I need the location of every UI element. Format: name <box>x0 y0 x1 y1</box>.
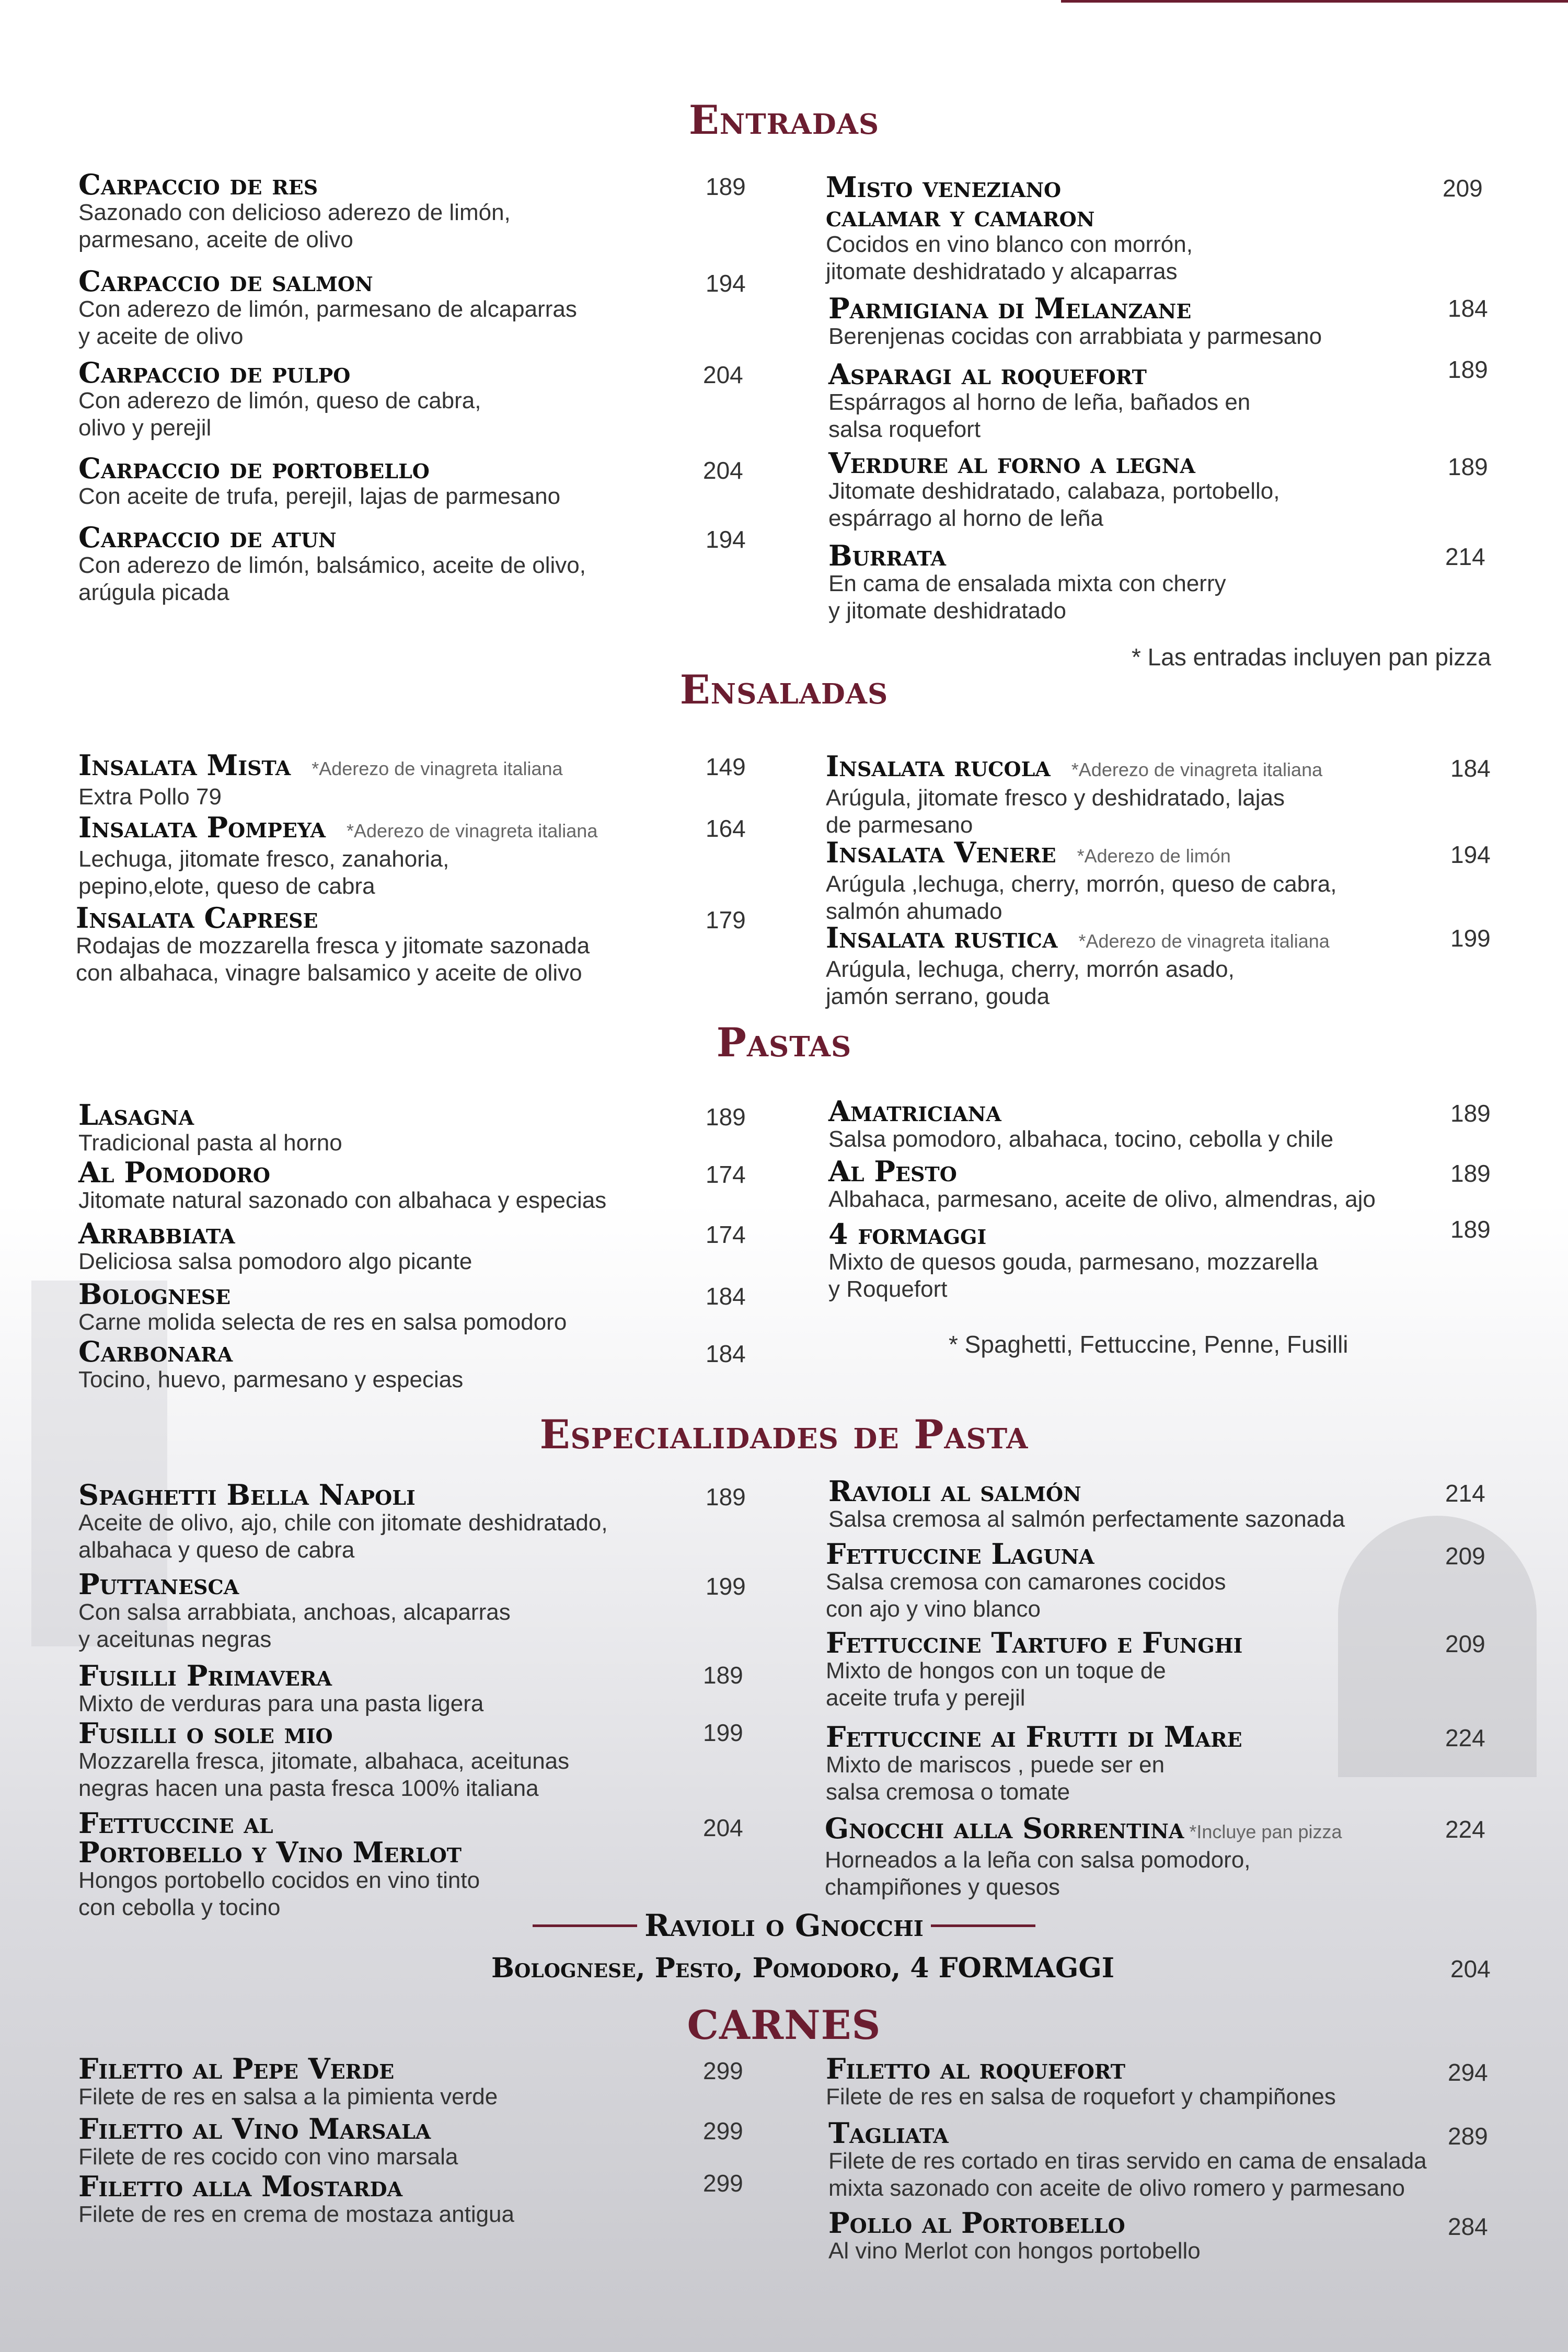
item-name: Amatriciana <box>828 1094 1001 1128</box>
item-desc: Filete de res cortado en tiras servido en cama de ensalada <box>828 2148 1427 2174</box>
item-desc: Extra Pollo 79 <box>78 784 222 810</box>
item-desc: mixta sazonado con aceite de olivo romero y parmesano <box>828 2175 1405 2201</box>
item-price: 174 <box>706 1161 746 1188</box>
item-desc: Cocidos en vino blanco con morrón, <box>826 232 1193 257</box>
item-name: Carpaccio de res <box>78 168 318 201</box>
item-desc: salsa cremosa o tomate <box>826 1779 1070 1805</box>
item-price: 209 <box>1445 1542 1485 1570</box>
item-price: 299 <box>703 2057 743 2084</box>
item-desc: con ajo y vino blanco <box>826 1596 1041 1622</box>
menu-item <box>828 448 1534 532</box>
item-name: Al Pomodoro <box>78 1156 271 1189</box>
item-name: Lasagna <box>78 1098 194 1132</box>
menu-item <box>78 1158 784 1214</box>
item-desc: Lechuga, jitomate fresco, zanahoria, <box>78 846 449 872</box>
item-price: 299 <box>703 2170 743 2197</box>
item-note: *Aderezo de vinagreta italiana <box>347 820 598 841</box>
item-name: Filetto al Pepe Verde <box>78 2052 395 2085</box>
item-name: Bolognese <box>78 1277 231 1311</box>
banner-rule-right <box>931 1924 1035 1927</box>
menu-item <box>78 454 784 510</box>
menu-item <box>78 2114 784 2171</box>
menu-item <box>78 1337 784 1393</box>
item-desc: Arúgula, jitomate fresco y deshidratado, lajas <box>826 785 1285 811</box>
item-desc: Mixto de quesos gouda, parmesano, mozzarella <box>828 1249 1318 1275</box>
section-title-especialidades: Especialidades de Pasta <box>539 1411 1029 1458</box>
item-price: 189 <box>706 173 746 200</box>
item-desc: Con aderezo de limón, queso de cabra, <box>78 388 481 413</box>
menu-item <box>78 1100 784 1157</box>
item-desc: Berenjenas cocidas con arrabbiata y parmesano <box>828 324 1322 349</box>
item-price: 214 <box>1445 543 1485 570</box>
item-desc: salmón ahumado <box>826 898 1002 924</box>
item-name: Ravioli al salmón <box>828 1474 1081 1508</box>
item-price: 194 <box>706 270 746 297</box>
menu-item <box>78 358 784 442</box>
item-price: 209 <box>1445 1630 1485 1657</box>
item-desc: Albahaca, parmesano, aceite de olivo, almendras, ajo <box>828 1186 1376 1212</box>
item-price: 189 <box>1450 1100 1491 1127</box>
item-desc: Horneados a la leña con salsa pomodoro, <box>825 1847 1251 1873</box>
item-desc: Arúgula ,lechuga, cherry, morrón, queso de cabra, <box>826 871 1337 897</box>
item-desc: y Roquefort <box>828 1276 948 1302</box>
menu-item <box>828 360 1534 443</box>
item-name-line2: calamar y camaron <box>826 200 1095 233</box>
item-desc: Carne molida selecta de res en salsa pomodoro <box>78 1309 567 1335</box>
menu-item <box>828 1219 1534 1303</box>
item-price: 164 <box>706 815 746 842</box>
item-desc: Deliciosa salsa pomodoro algo picante <box>78 1249 472 1274</box>
item-desc: aceite trufa y perejil <box>826 1685 1025 1711</box>
item-name: Gnocchi alla Sorrentina *Incluye pan pizza <box>825 1812 1342 1845</box>
menu-item <box>78 1567 784 1653</box>
item-desc: albahaca y queso de cabra <box>78 1537 355 1563</box>
item-name: Fettuccine Tartufo e Funghi <box>826 1626 1243 1659</box>
section-title-ensaladas: Ensaladas <box>679 666 889 713</box>
item-desc: Hongos portobello cocidos en vino tinto <box>78 1867 480 1893</box>
menu-item <box>826 923 1531 1010</box>
banner-title: Ravioli o Gnocchi <box>644 1908 924 1943</box>
item-desc: salsa roquefort <box>828 417 981 442</box>
item-price: 194 <box>706 526 746 553</box>
item-name: Parmigiana di Melanzane <box>828 292 1192 325</box>
item-price: 189 <box>703 1662 743 1689</box>
item-desc: y aceite de olivo <box>78 324 244 349</box>
item-name: Insalata Mista *Aderezo de vinagreta italiana <box>78 748 563 782</box>
item-name: Verdure al forno a legna <box>828 446 1195 480</box>
menu-item <box>828 541 1534 625</box>
item-desc: Salsa cremosa con camarones cocidos <box>826 1569 1226 1595</box>
item-name: Fettuccine Laguna <box>826 1537 1094 1571</box>
item-desc: Mixto de hongos con un toque de <box>826 1658 1166 1684</box>
item-price: 209 <box>1443 175 1483 202</box>
menu-item <box>78 264 784 350</box>
ravioli-gnocchi-banner <box>0 1908 1568 1943</box>
item-name: Fettuccine al <box>78 1806 273 1840</box>
item-name: 4 formaggi <box>828 1217 987 1251</box>
item-name: Pollo al Portobello <box>828 2206 1125 2240</box>
item-desc: espárrago al horno de leña <box>828 505 1103 531</box>
item-price: 189 <box>706 1483 746 1511</box>
menu-item <box>826 1539 1531 1623</box>
item-desc: Salsa pomodoro, albahaca, tocino, cebolla y chile <box>828 1126 1334 1152</box>
item-name: Insalata rustica *Aderezo de vinagreta italiana <box>826 921 1330 954</box>
item-name: Misto veneziano <box>826 170 1062 204</box>
item-price: 194 <box>1450 841 1491 868</box>
item-price: 149 <box>706 753 746 780</box>
section-title-entradas: Entradas <box>688 97 880 143</box>
item-desc: Sazonado con delicioso aderezo de limón, <box>78 200 511 225</box>
item-price: 204 <box>703 457 743 484</box>
menu-item <box>828 2208 1534 2265</box>
item-price: 284 <box>1448 2213 1488 2240</box>
item-note: *Incluye pan pizza <box>1189 1821 1342 1842</box>
menu-item <box>78 1808 784 1921</box>
item-desc: En cama de ensalada mixta con cherry <box>828 571 1226 596</box>
item-desc: Mixto de verduras para una pasta ligera <box>78 1691 484 1716</box>
menu-item <box>828 1094 1534 1153</box>
item-desc: Mixto de mariscos , puede ser en <box>826 1752 1165 1778</box>
item-price: 224 <box>1445 1816 1485 1843</box>
item-desc: con albahaca, vinagre balsamico y aceite de olivo <box>76 960 582 986</box>
item-price: 174 <box>706 1221 746 1248</box>
item-name: Filetto al Vino Marsala <box>78 2112 431 2146</box>
item-desc: Filete de res en crema de mostaza antigua <box>78 2201 515 2227</box>
menu-item <box>828 2118 1534 2202</box>
item-price: 189 <box>1450 1160 1491 1187</box>
item-name: Carbonara <box>78 1335 233 1368</box>
item-price: 179 <box>706 906 746 933</box>
item-price: 189 <box>1448 356 1488 383</box>
menu-item <box>826 838 1531 925</box>
top-accent-line <box>1061 0 1568 3</box>
item-price: 184 <box>706 1340 746 1367</box>
item-desc: jitomate deshidratado y alcaparras <box>826 259 1178 284</box>
item-note: *Aderezo de vinagreta italiana <box>1071 759 1323 780</box>
item-price: 294 <box>1448 2059 1488 2086</box>
item-desc: con cebolla y tocino <box>78 1895 281 1920</box>
item-price: 189 <box>706 1103 746 1131</box>
menu-item <box>78 1716 784 1802</box>
menu-item <box>826 752 1531 839</box>
item-desc: arúgula picada <box>78 580 229 605</box>
menu-item <box>78 2054 784 2111</box>
menu-item <box>78 1219 784 1275</box>
menu-item <box>78 523 784 606</box>
item-desc: Aceite de olivo, ajo, chile con jitomate deshidratado, <box>78 1510 608 1536</box>
item-name: Filetto al roquefort <box>826 2052 1126 2085</box>
entradas-footnote: * Las entradas incluyen pan pizza <box>1132 643 1491 671</box>
item-note: *Aderezo de vinagreta italiana <box>312 758 563 779</box>
item-price: 224 <box>1445 1724 1485 1751</box>
pastas-footnote: * Spaghetti, Fettuccine, Penne, Fusilli <box>949 1331 1348 1358</box>
item-desc: Con aderezo de limón, parmesano de alcaparras <box>78 296 577 322</box>
item-name: Insalata Venere *Aderezo de limón <box>826 836 1231 869</box>
item-desc: y jitomate deshidratado <box>828 598 1066 624</box>
item-price: 299 <box>703 2117 743 2145</box>
item-name: Puttanesca <box>78 1567 239 1601</box>
menu-item <box>78 748 784 811</box>
menu-item <box>78 1480 784 1564</box>
menu-item <box>78 813 784 900</box>
item-name: Insalata rucola *Aderezo de vinagreta italiana <box>826 750 1323 783</box>
item-name: Spaghetti Bella Napoli <box>78 1478 416 1512</box>
item-name: Asparagi al roquefort <box>828 358 1147 391</box>
item-desc: Tradicional pasta al horno <box>78 1130 342 1156</box>
menu-item <box>825 1814 1530 1901</box>
item-desc: negras hacen una pasta fresca 100% italiana <box>78 1775 539 1801</box>
menu-item <box>78 1279 784 1336</box>
menu-item <box>826 1628 1531 1712</box>
item-name: Arrabbiata <box>78 1217 235 1250</box>
item-price: 189 <box>1450 1216 1491 1243</box>
item-name-line2: Portobello y Vino Merlot <box>78 1836 462 1869</box>
menu-item <box>76 903 781 987</box>
item-desc: Espárragos al horno de leña, bañados en <box>828 389 1251 415</box>
item-name: Carpaccio de portobello <box>78 452 430 485</box>
item-price: 184 <box>1450 755 1491 782</box>
item-desc: champiñones y quesos <box>825 1874 1060 1900</box>
item-desc: olivo y perejil <box>78 415 212 441</box>
item-name: Tagliata <box>828 2116 949 2150</box>
item-name: Carpaccio de atun <box>78 521 337 554</box>
item-desc: Con aceite de trufa, perejil, lajas de parmesano <box>78 483 561 509</box>
item-name: Fettuccine ai Frutti di Mare <box>826 1720 1242 1754</box>
item-price: 189 <box>1448 453 1488 480</box>
section-title-pastas: Pastas <box>716 1019 852 1066</box>
item-desc: Jitomate natural sazonado con albahaca y especias <box>78 1187 607 1213</box>
item-name: Insalata Caprese <box>76 901 318 935</box>
item-price: 184 <box>1448 295 1488 322</box>
item-price: 204 <box>703 1814 743 1841</box>
item-desc: Con salsa arrabbiata, anchoas, alcaparras <box>78 1599 511 1625</box>
section-title-carnes: CARNES <box>687 2002 881 2048</box>
item-price: 204 <box>703 361 743 388</box>
item-desc: y aceitunas negras <box>78 1627 272 1652</box>
menu-item <box>828 294 1534 350</box>
menu-item <box>826 172 1531 285</box>
banner-rule-left <box>533 1924 637 1927</box>
item-desc: Mozzarella fresca, jitomate, albahaca, aceitunas <box>78 1748 570 1774</box>
item-name: Carpaccio de pulpo <box>78 356 351 389</box>
menu-item <box>78 2172 784 2228</box>
menu-item <box>826 1722 1531 1806</box>
item-desc: Con aderezo de limón, balsámico, aceite de olivo, <box>78 552 586 578</box>
banner-price: 204 <box>1450 1955 1491 1982</box>
item-desc: Filete de res en salsa de roquefort y champiñones <box>826 2084 1336 2109</box>
item-price: 199 <box>706 1573 746 1600</box>
menu-item <box>828 1474 1534 1533</box>
item-price: 289 <box>1448 2123 1488 2150</box>
item-price: 199 <box>703 1719 743 1746</box>
item-desc: Salsa cremosa al salmón perfectamente sazonada <box>828 1506 1345 1532</box>
banner-sauces: Bolognese, Pesto, Pomodoro, 4 FORMAGGI <box>491 1952 1115 1984</box>
menu-item <box>828 1157 1534 1213</box>
item-price: 214 <box>1445 1480 1485 1507</box>
item-desc: Rodajas de mozzarella fresca y jitomate sazonada <box>76 933 590 959</box>
item-name: Fusilli Primavera <box>78 1659 332 1692</box>
item-desc: Filete de res en salsa a la pimienta verde <box>78 2084 498 2109</box>
item-desc: jamón serrano, gouda <box>826 984 1050 1009</box>
item-price: 184 <box>706 1283 746 1310</box>
item-desc: Jitomate deshidratado, calabaza, portobello, <box>828 478 1280 504</box>
item-desc: Al vino Merlot con hongos portobello <box>828 2238 1201 2264</box>
menu-item <box>826 2054 1531 2111</box>
item-desc: de parmesano <box>826 812 973 838</box>
menu-item <box>78 170 784 253</box>
menu-item <box>78 1661 784 1717</box>
item-name: Al Pesto <box>828 1155 957 1188</box>
item-name: Burrata <box>828 539 947 572</box>
item-desc: pepino,elote, queso de cabra <box>78 873 375 899</box>
item-note: *Aderezo de vinagreta italiana <box>1078 930 1330 952</box>
item-desc: Filete de res cocido con vino marsala <box>78 2144 458 2170</box>
item-desc: parmesano, aceite de olivo <box>78 227 353 252</box>
item-name: Insalata Pompeya *Aderezo de vinagreta italiana <box>78 811 598 844</box>
item-name: Fusilli o sole mio <box>78 1716 333 1750</box>
item-note: *Aderezo de limón <box>1077 845 1231 867</box>
item-name: Filetto alla Mostarda <box>78 2170 403 2203</box>
item-desc: Tocino, huevo, parmesano y especias <box>78 1367 464 1392</box>
item-desc: Arúgula, lechuga, cherry, morrón asado, <box>826 956 1235 982</box>
item-name: Carpaccio de salmon <box>78 264 373 298</box>
item-price: 199 <box>1450 925 1491 952</box>
